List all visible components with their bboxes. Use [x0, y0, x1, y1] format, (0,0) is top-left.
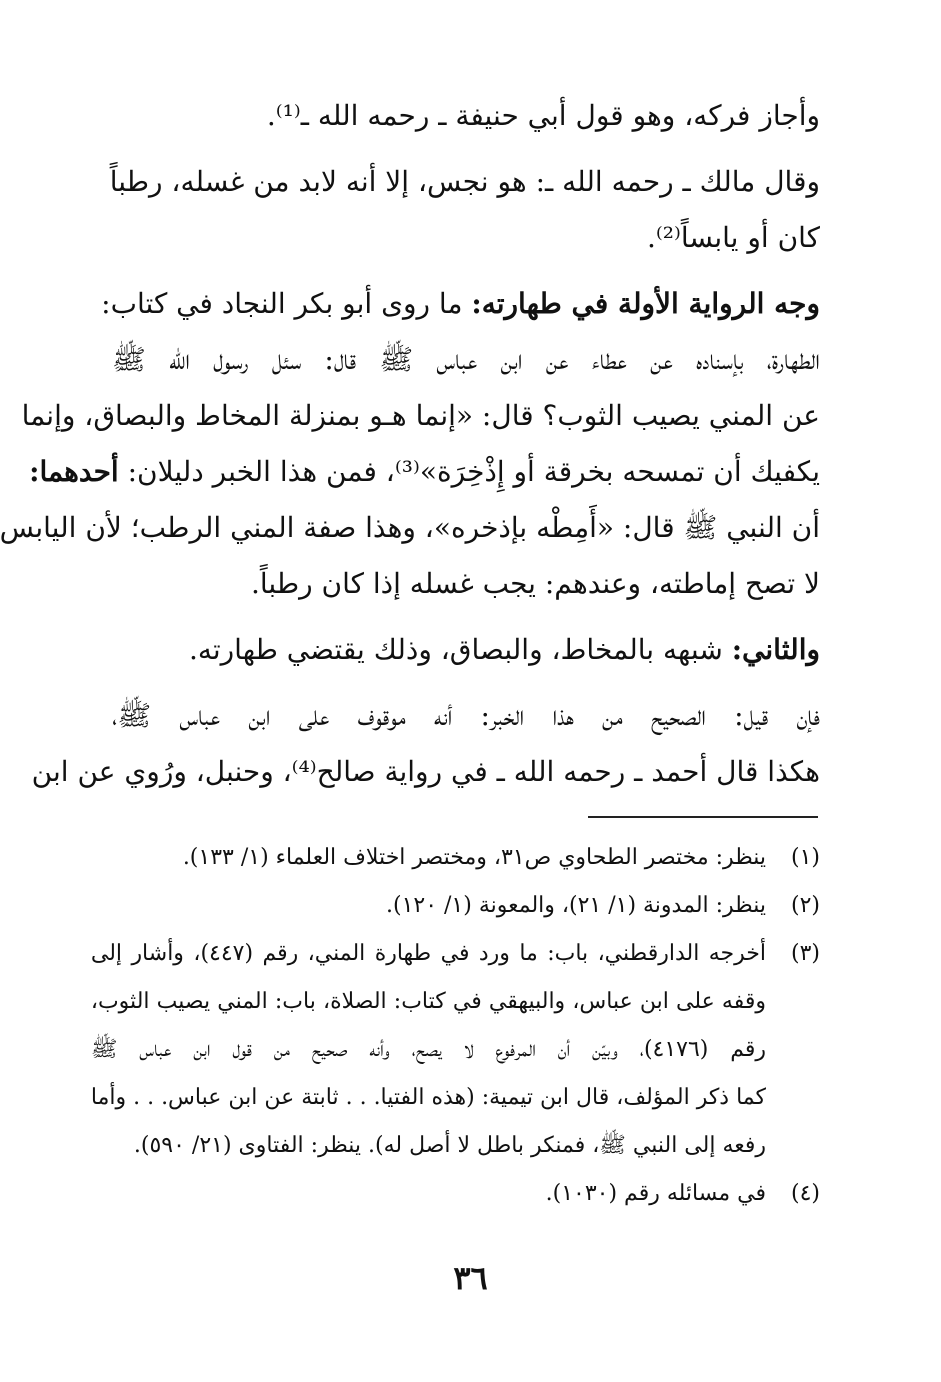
footnote-line: في مسائله رقم (١٠٣٠). — [545, 1181, 766, 1206]
footnote-line: أخرجه الدارقطني، باب: ما ورد في طهارة المني، رقم (٤٤٧)، وأشار إلى — [90, 941, 766, 966]
footnote-number: (١) — [790, 845, 820, 870]
section-heading: وجه الرواية الأولة في طهارته: — [471, 287, 820, 320]
main-text — [0, 88, 820, 800]
footnote-number: (٤) — [790, 1181, 820, 1206]
footnote-line: رفعه إلى النبي ﷺ، فمنكر باطل لا أصل له). ينظر: الفتاوى (٢١/ ٥٩٠). — [133, 1133, 766, 1158]
emphasis: أحدهما: — [29, 455, 119, 488]
footnote-number: (٣) — [790, 941, 820, 966]
text-fragment: ما روى أبو بكر النجاد في كتاب: — [101, 287, 472, 320]
footnote — [90, 930, 820, 1170]
text-line: فإن قيل: الصحيح من هذا الخبر: أنه موقوف على ابن عباس ﷺ، — [112, 699, 820, 732]
text-line: هكذا قال أحمد ـ رحمه الله ـ في رواية صالح⁽⁴⁾، وحنبل، ورُوي عن ابن — [31, 755, 820, 788]
text-line: كان أو يابساً⁽²⁾. — [646, 221, 820, 254]
text-line — [112, 622, 820, 678]
footnote-line: كما ذكر المؤلف، قال ابن تيمية: (هذه الفتيا. . . ثابتة عن ابن عباس. . . وأما — [90, 1085, 766, 1110]
text-line: وقال مالك ـ رحمه الله ـ: هو نجس، إلا أنه لابد من غسله، رطباً — [109, 165, 820, 198]
footnote-line: ينظر: المدونة (١/ ٢١)، والمعونة (١/ ١٢٠). — [385, 893, 766, 918]
footnote — [100, 1170, 820, 1218]
text-fragment: شبهه بالمخاط، والبصاق، وذلك يقتضي طهارته. — [188, 633, 732, 666]
text-line: لا تصح إماطته، وعندهم: يجب غسله إذا كان رطباً. — [250, 567, 820, 600]
text-line: وأجاز فركه، وهو قول أبي حنيفة ـ رحمه الله ـ⁽¹⁾. — [266, 99, 820, 132]
footnote-number: (٢) — [790, 893, 820, 918]
text-line — [101, 276, 820, 332]
text-line: أن النبي ﷺ قال: «أَمِطْه بإذخره»، وهذا صفة المني الرطب؛ لأن اليابس — [0, 511, 820, 544]
footnote-divider — [588, 816, 818, 818]
page-number: ٣٦ — [453, 1259, 488, 1297]
footnote — [100, 834, 820, 882]
text-fragment: يكفيك أن تمسحه بخرقة أو إِذْخِرَة»⁽³⁾، فمن هذا الخبر دليلان: — [118, 455, 820, 488]
text-line: الطهارة، بإسناده عن عطاء عن ابن عباس ﷺ قال: سئل رسول الله ﷺ — [112, 343, 820, 376]
text-line: عن المني يصيب الثوب؟ قال: «إنما هـو بمنزلة المخاط والبصاق، وإنما — [21, 399, 820, 432]
emphasis: والثاني: — [731, 633, 820, 666]
footnotes — [90, 834, 820, 1218]
footnote-line: ينظر: مختصر الطحاوي ص٣١، ومختصر اختلاف العلماء (١/ ١٣٣). — [182, 845, 766, 870]
text-line — [29, 444, 820, 500]
footnote-line: وقفه على ابن عباس، والبيهقي في كتاب: الصلاة، باب: المني يصيب الثوب، — [90, 989, 766, 1014]
footnote-line: رقم (٤١٧٦)، وبيّن أن المرفوع لا يصح، وأنه صحيح من قول ابن عباس ﷺ — [90, 1037, 766, 1062]
footnote — [100, 882, 820, 930]
